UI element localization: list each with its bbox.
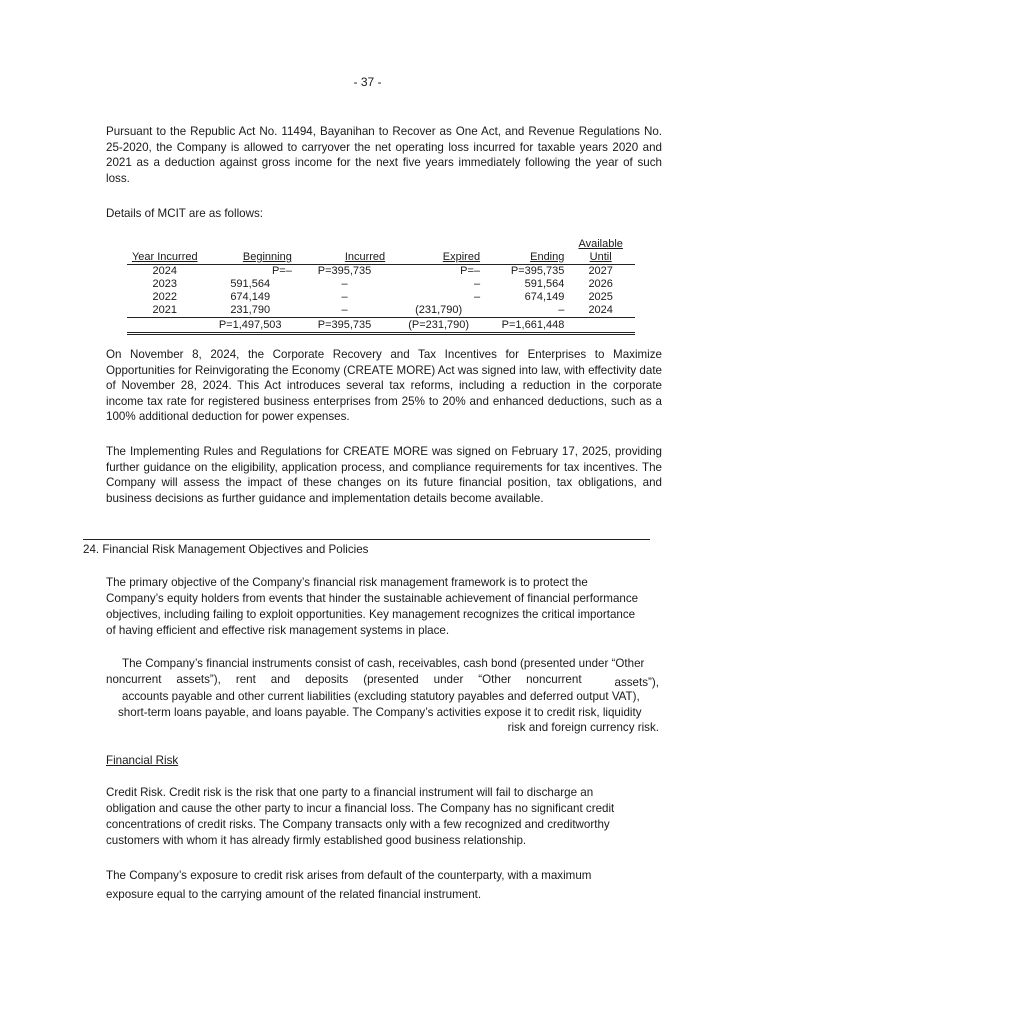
table-cell: – — [473, 291, 481, 303]
paragraph-financial-instruments — [106, 656, 659, 736]
table-row — [127, 265, 635, 279]
table-cell: – — [473, 278, 481, 290]
word: noncurrent — [106, 672, 162, 686]
word: (presented — [363, 672, 419, 686]
table-cell: 2022 — [152, 291, 178, 303]
word: “Other — [478, 672, 512, 686]
table-cell: – — [341, 304, 348, 316]
table-cell: 2025 — [588, 291, 613, 303]
table-row — [127, 304, 635, 318]
table-cell: P=1,661,448 — [486, 318, 566, 334]
text-line: short-term loans payable, and loans payable. The Company’s activities expose it to credit risk, liquidity — [118, 705, 642, 719]
word: noncurrent — [526, 672, 582, 686]
word: under — [433, 672, 464, 686]
table-cell: – — [341, 278, 348, 290]
table-cell: 231,790 — [230, 304, 271, 316]
text-line: The Company’s financial instruments consist of cash, receivables, cash bond (presented under “Other — [122, 657, 645, 670]
table-cell: 2024 — [127, 265, 203, 279]
text-line: risk and foreign currency risk. — [507, 721, 659, 734]
table-cell: 2024 — [588, 304, 613, 316]
table-cell: – — [341, 291, 348, 303]
section-divider — [83, 539, 650, 540]
table-cell: 591,564 — [230, 278, 271, 290]
text-line: accounts payable and other current liabilities (excluding statutory payables and deferred output VAT), — [122, 690, 640, 703]
paragraph-mcit-intro: Details of MCIT are as follows: — [106, 207, 263, 220]
table-cell: P=– — [203, 265, 298, 279]
table-cell: 674,149 — [230, 291, 271, 303]
table-header-row — [127, 238, 635, 265]
table-cell: P=395,735 — [298, 318, 391, 334]
subheading-financial-risk: Financial Risk — [106, 754, 179, 767]
table-cell: 2026 — [588, 278, 613, 290]
column-header: Year Incurred — [131, 251, 198, 263]
table-cell — [566, 318, 635, 334]
word: and — [270, 672, 291, 686]
mcit-table — [127, 238, 635, 335]
word: assets”), — [614, 675, 659, 689]
text-line — [106, 672, 659, 688]
paragraph-create-more: On November 8, 2024, the Corporate Recovery and Tax Incentives for Enterprises to Maximize Opportunities for Reinvigorating the Economy (CREATE MORE) Act was signed into law, with effectivity date of November 28, 2024. This Act introduces several tax reforms, including a reduction in the corporate income tax rate for registered business enterprises from 25% to 20% and enhanced deductions, such as a 100% additional deduction for power expenses. — [106, 348, 662, 423]
page-number: - 37 - — [353, 75, 382, 89]
column-header: Ending — [530, 251, 565, 263]
table-cell: 591,564 — [524, 278, 565, 290]
table-row — [127, 278, 635, 291]
table-cell: 2027 — [566, 265, 635, 279]
table-cell: 2021 — [152, 304, 178, 316]
paragraph-risk-objective: The primary objective of the Company’s financial risk management framework is to protect the Company’s equity holders from events that hinder the sustainable achievement of financial performance objectives, including failing to exploit opportunities. Key management recognizes the critical importance of having efficient and effective risk management systems in place. — [106, 576, 639, 637]
table-cell: P=395,735 — [486, 265, 566, 279]
table-cell: P=– — [391, 265, 486, 279]
table-total-row — [127, 318, 635, 334]
column-header: Incurred — [344, 251, 386, 263]
word: deposits — [305, 672, 349, 686]
table-cell: P=1,497,503 — [203, 318, 298, 334]
word: rent — [235, 672, 256, 686]
column-header: Expired — [442, 251, 481, 263]
paragraph-credit-risk: Credit Risk. Credit risk is the risk that one party to a financial instrument will fail to discharge an obligation and cause the other party to incur a financial loss. The Company has no significant credit concentrations of credit risks. The Company transacts only with a few recognized and creditworthy customers with whom it has already firmly established good business relationship. — [106, 786, 615, 847]
table-cell — [127, 318, 203, 334]
table-cell: (231,790) — [415, 304, 463, 316]
section-title: 24. Financial Risk Management Objectives and Policies — [83, 543, 369, 556]
table-cell: P=395,735 — [298, 265, 391, 279]
paragraph-nolco: Pursuant to the Republic Act No. 11494, Bayanihan to Recover as One Act, and Revenue Regulations No. 25-2020, the Company is allowed to carryover the net operating loss incurred for taxable years 2020 and 2021 as a deduction against gross income for the next five years immediately following the year of such loss. — [106, 125, 662, 185]
paragraph-credit-exposure: The Company’s exposure to credit risk arises from default of the counterparty, with a maximum exposure equal to the carrying amount of the related financial instrument. — [106, 869, 592, 901]
word: assets”), — [176, 672, 221, 686]
table-cell: – — [558, 304, 565, 316]
column-header: Beginning — [242, 251, 292, 263]
table-row — [127, 291, 635, 304]
table-cell: (P=231,790) — [391, 318, 486, 334]
column-header: Available Until — [578, 238, 623, 263]
table-cell: 2023 — [152, 278, 178, 290]
paragraph-irr: The Implementing Rules and Regulations for CREATE MORE was signed on February 17, 2025, providing further guidance on the eligibility, application process, and compliance requirements for tax incentives. The Company will assess the impact of these changes on its future financial position, tax obligations, and business decisions as further guidance and implementation details become available. — [106, 445, 662, 505]
table-cell: 674,149 — [524, 291, 565, 303]
